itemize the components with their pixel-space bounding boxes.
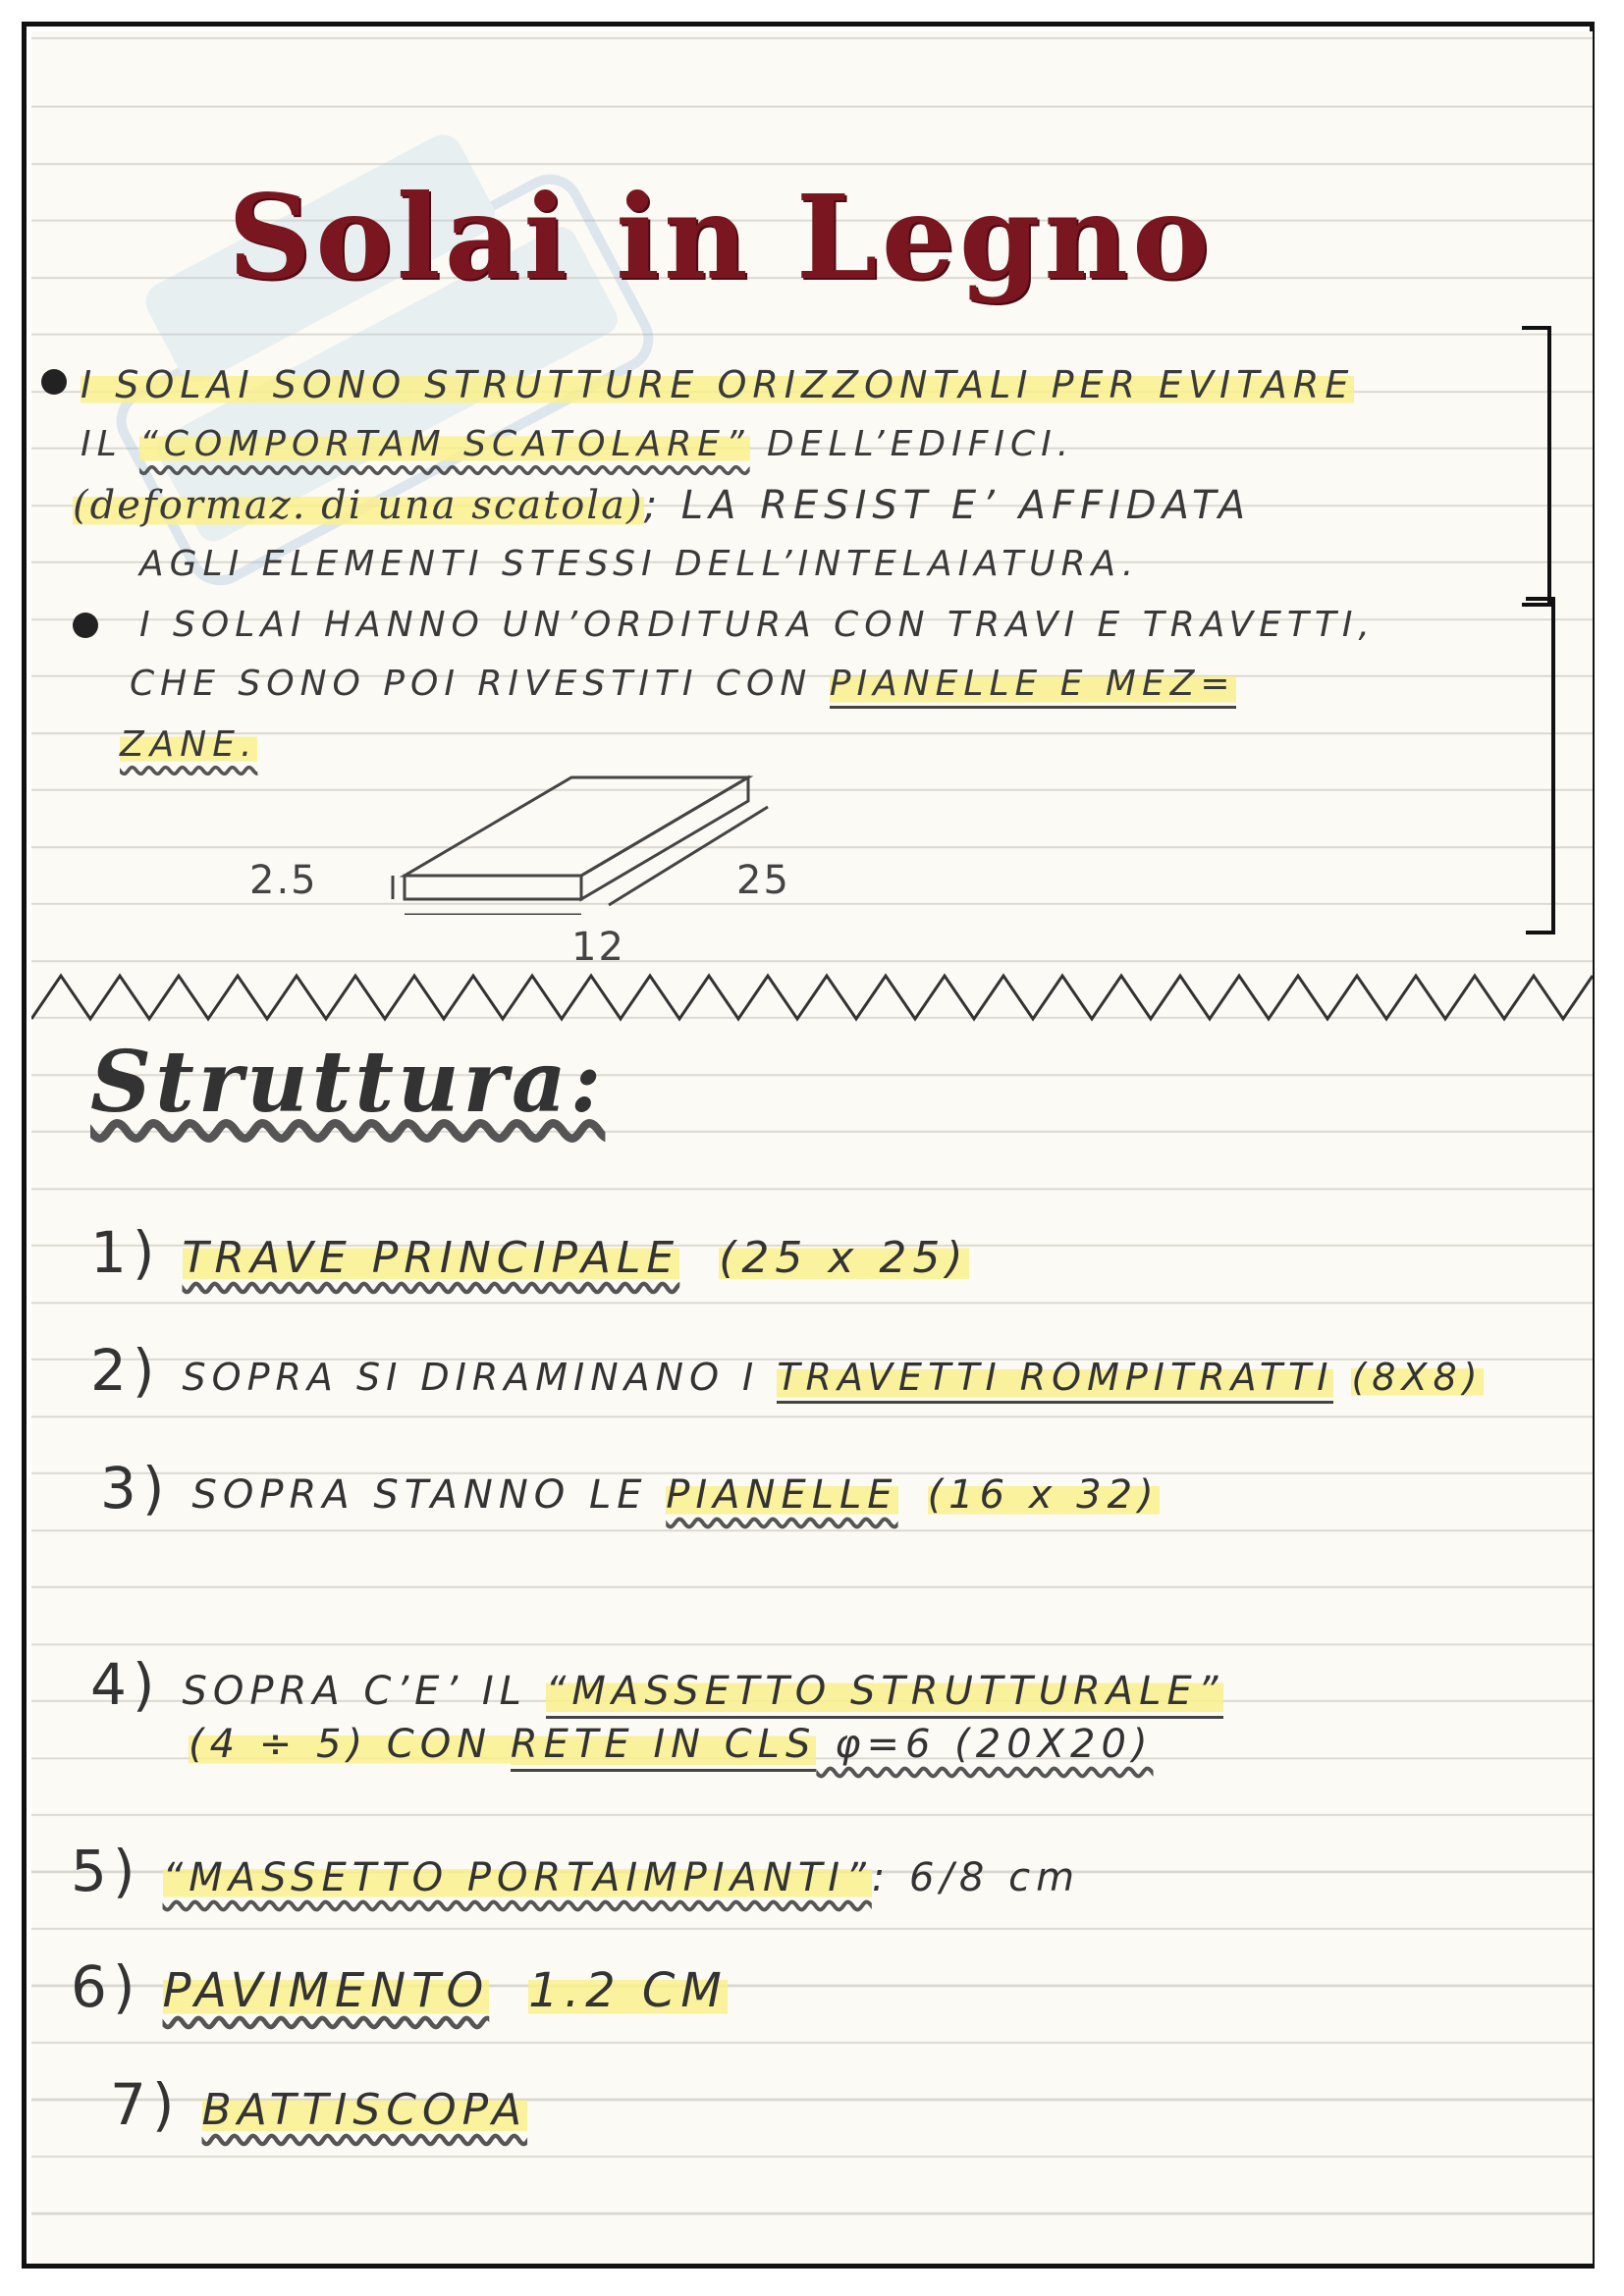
page-title: Solai in Legno <box>228 169 1214 305</box>
list-item-continuation: (4 ÷ 5) CON RETE IN CLS φ=6 (20X20) <box>189 1722 1154 1767</box>
intro-line-2: IL “COMPORTAM SCATOLARE” DELL’EDIFICI. <box>81 424 1075 464</box>
orditura-line-1: I SOLAI HANNO UN’ORDITURA CON TRAVI E TRAVETTI, <box>139 605 1376 645</box>
intro-line-3: (deformaz. di una scatola); LA RESIST E’ AFFIDATA <box>73 483 1252 528</box>
sketch-length-label: 25 <box>736 858 790 903</box>
intro-line-1: I SOLAI SONO STRUTTURE ORIZZONTALI PER EVITARE <box>81 363 1355 406</box>
orditura-line-3: ZANE. <box>120 724 258 765</box>
list-item: 4) SOPRA C’E’ IL “MASSETTO STRUTTURALE” <box>90 1651 1224 1718</box>
orditura-line-2: CHE SONO POI RIVESTITI CON PIANELLE E MEZ= <box>130 664 1236 704</box>
section-title: Struttura: <box>90 1033 606 1132</box>
list-item: 3) SOPRA STANNO LE PIANELLE (16 x 32) <box>100 1455 1160 1522</box>
lined-paper <box>31 31 1593 2264</box>
list-item: 5) “MASSETTO PORTAIMPIANTI”: 6/8 cm <box>71 1838 1081 1904</box>
bullet-icon <box>41 369 67 395</box>
list-item: 2) SOPRA SI DIRAMINANO I TRAVETTI ROMPITRATTI (8X8) <box>90 1337 1484 1404</box>
list-item: 1) TRAVE PRINCIPALE (25 x 25) <box>90 1219 969 1286</box>
zigzag-divider <box>31 954 1593 1033</box>
orditura-bracket <box>1526 597 1555 934</box>
list-item: 7) BATTISCOPA <box>110 2071 528 2138</box>
sketch-width-label: 12 <box>571 925 625 970</box>
intro-bracket <box>1522 326 1551 607</box>
intro-line-4: AGLI ELEMENTI STESSI DELL’INTELAIATURA. <box>139 544 1140 584</box>
sketch-height-label: 2.5 <box>249 858 318 903</box>
list-item: 6) PAVIMENTO 1.2 CM <box>71 1953 728 2020</box>
bullet-icon <box>73 613 98 638</box>
